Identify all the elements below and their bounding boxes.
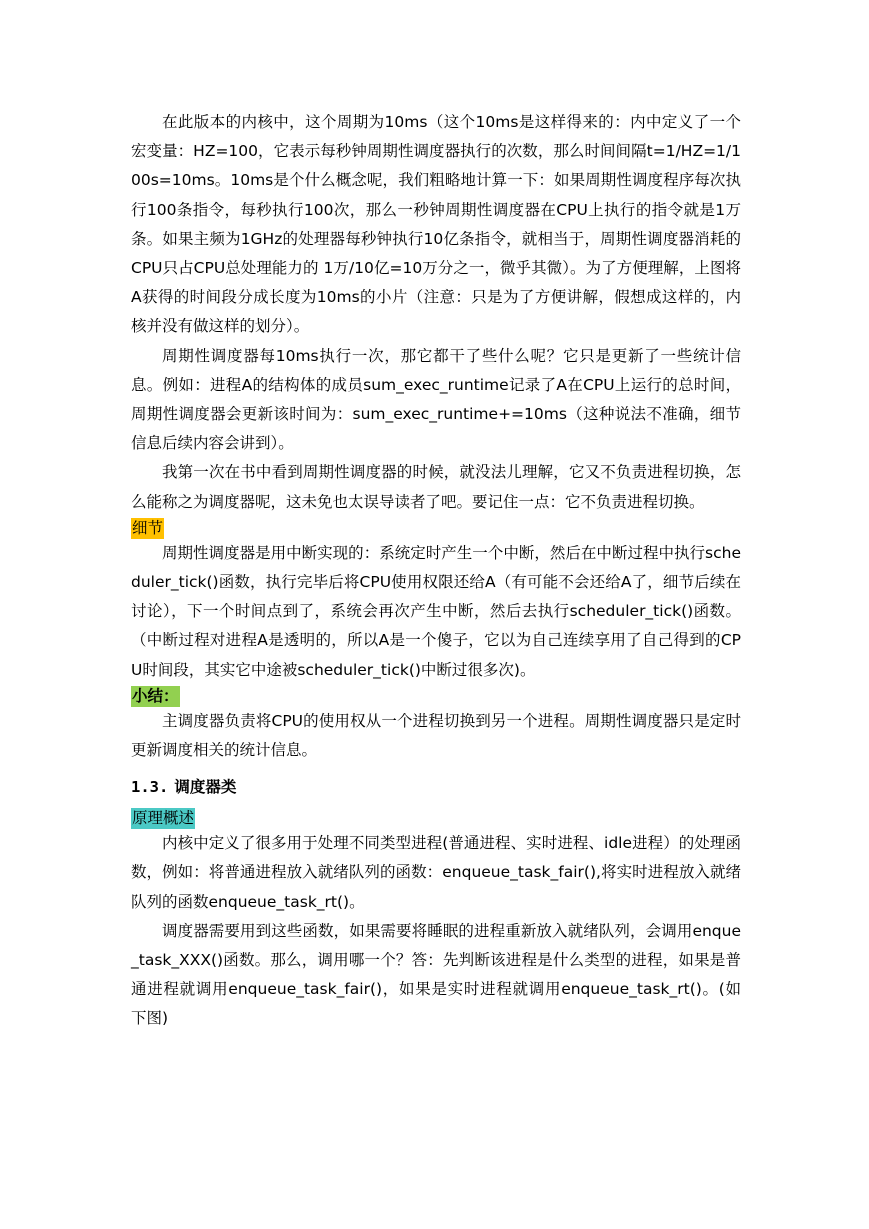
overview-label-text: 原理概述	[132, 809, 195, 828]
paragraph-enqueue-selection: 调度器需要用到这些函数，如果需要将睡眠的进程重新放入就绪队列，会调用enque_task_XXX()函数。那么，调用哪一个？答：先判断该进程是什么类型的进程，如果是普通进程就调用enqueue_task_fair()，如果是实时进程就调用enqueue_task_rt()。(如下图)	[131, 921, 741, 1028]
paragraph-periodic-scheduler-role: 周期性调度器每10ms执行一次，那它都干了些什么呢？它只是更新了一些统计信息。例如：进程A的结构体的成员sum_exec_runtime记录了A在CPU上运行的总时间，周期性调度器会更新该时间为：sum_exec_runtime+=10ms（这种说法不准确，细节信息后续内容会讲到）。	[131, 346, 741, 453]
section-number: 1.3.	[131, 778, 169, 797]
paragraph-summary: 主调度器负责将CPU的使用权从一个进程切换到另一个进程。周期性调度器只是定时更新调度相关的统计信息。	[131, 711, 741, 760]
paragraph-interrupt-implementation: 周期性调度器是用中断实现的：系统定时产生一个中断，然后在中断过程中执行scheduler_tick()函数，执行完毕后将CPU使用权限还给A（有可能不会还给A了，细节后续在讨论），下一个时间点到了，系统会再次产生中断，然后去执行scheduler_tick()函数。（中断过程对进程A是透明的，所以A是一个傻子，它以为自己连续享用了自己得到的CPU时间段，其实它中途被scheduler_tick()中断过很多次)。	[131, 543, 741, 679]
highlight-label-detail	[131, 517, 741, 539]
summary-label-text: 小结：	[132, 686, 179, 705]
paragraph-author-note: 我第一次在书中看到周期性调度器的时候，就没法儿理解，它又不负责进程切换，怎么能称之为调度器呢，这未免也太误导读者了吧。要记住一点：它不负责进程切换。	[131, 463, 741, 511]
paragraph-scheduler-classes: 内核中定义了很多用于处理不同类型进程(普通进程、实时进程、idle进程）的处理函数，例如：将普通进程放入就绪队列的函数：enqueue_task_fair(),将实时进程放入就绪队列的函数enqueue_task_rt()。	[131, 834, 741, 911]
section-title-text: 调度器类	[174, 778, 237, 797]
highlight-label-overview	[131, 807, 741, 829]
detail-label-text: 细节	[132, 518, 164, 537]
paragraph-period-explanation: 在此版本的内核中，这个周期为10ms（这个10ms是这样得来的：内中定义了一个宏变量：HZ=100，它表示每秒钟周期性调度器执行的次数，那么时间间隔t=1/HZ=1/100s=10ms。10ms是个什么概念呢，我们粗略地计算一下：如果周期性调度程序每次执行100条指令，每秒执行100次，那么一秒钟周期性调度器在CPU上执行的指令就是1万条。如果主频为1GHz的处理器每秒钟执行10亿条指令，就相当于，周期性调度器消耗的CPU只占CPU总处理能力的 1万/10亿=10万分之一，微乎其微）。为了方便理解，上图将A获得的时间段分成长度为10ms的小片（注意：只是为了方便讲解，假想成这样的，内核并没有做这样的划分）。	[131, 113, 741, 336]
highlight-label-summary	[131, 685, 741, 707]
section-heading	[131, 771, 741, 803]
document-page	[131, 108, 741, 1034]
